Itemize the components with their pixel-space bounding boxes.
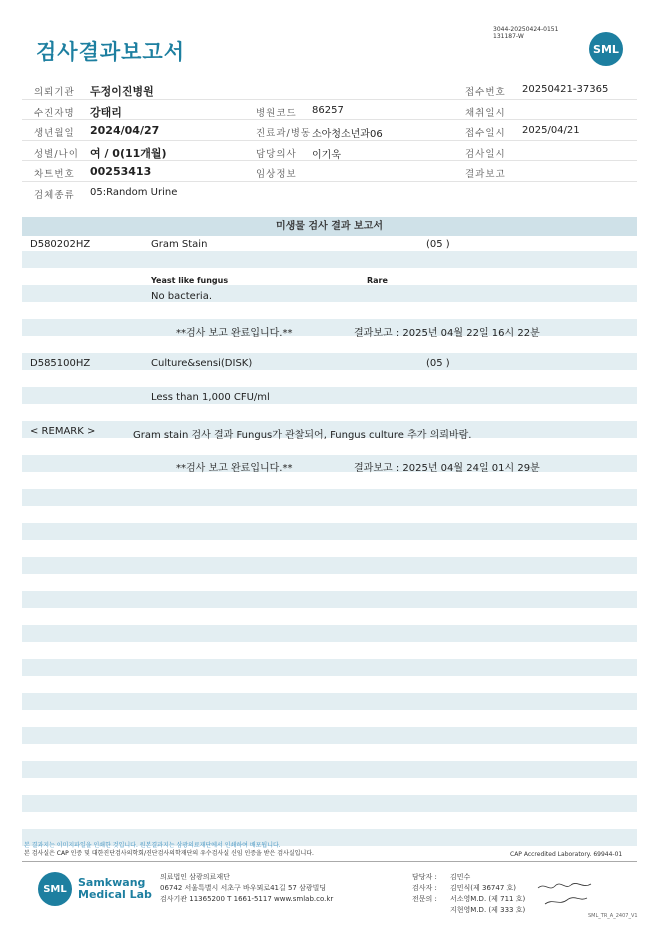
document-code-line-1: 3044-20250424-0151 bbox=[493, 26, 559, 33]
staff-info bbox=[412, 872, 525, 916]
staff-row bbox=[412, 905, 525, 916]
specimen-code: (05 ) bbox=[426, 239, 450, 250]
report-complete: **검사 보고 완료입니다.** bbox=[176, 328, 293, 339]
info-row bbox=[22, 182, 637, 203]
info-value: 20250421-37365 bbox=[522, 84, 609, 95]
info-label: 수진자명 bbox=[34, 107, 75, 119]
info-value: 여 / 0(11개월) bbox=[90, 146, 167, 160]
info-label: 병원코드 bbox=[256, 107, 297, 119]
gram-result: No bacteria. bbox=[151, 291, 213, 302]
brand-line-1: Samkwang bbox=[78, 876, 146, 889]
info-label: 검사일시 bbox=[465, 148, 506, 160]
footer-note-2: 본 검사실은 CAP 인증 및 대한진단검사의학회/진단검사의학재단의 우수검사실 신임 인증을 받은 검사실입니다. bbox=[24, 850, 314, 857]
document-code-line-2: 131187-W bbox=[493, 33, 524, 40]
brand-name bbox=[78, 877, 152, 901]
info-label: 접수일시 bbox=[465, 128, 506, 140]
page-title: 검사결과보고서 bbox=[36, 40, 186, 64]
info-label: 성별/나이 bbox=[34, 148, 79, 160]
document-code bbox=[493, 26, 558, 40]
staff-name: 서소영M.D. (제 711 호) bbox=[450, 895, 526, 903]
patient-info-table bbox=[22, 79, 637, 203]
info-row bbox=[22, 161, 637, 182]
info-row bbox=[22, 100, 637, 121]
staff-row bbox=[412, 883, 525, 894]
info-label: 채취일시 bbox=[465, 107, 506, 119]
organization-info bbox=[160, 872, 333, 905]
specimen-code: (05 ) bbox=[426, 358, 450, 369]
sml-logo-icon: SML bbox=[38, 872, 72, 906]
test-code: D580202HZ bbox=[30, 239, 91, 250]
staff-row bbox=[412, 894, 525, 905]
organism-label: Yeast like fungus bbox=[151, 276, 229, 285]
remark-text: Gram stain 검사 결과 Fungus가 관찰되어, Fungus culture 추가 의뢰바람. bbox=[133, 430, 472, 441]
info-value: 소아청소년과06 bbox=[312, 129, 383, 141]
footer-logo bbox=[38, 872, 152, 906]
info-row bbox=[22, 120, 637, 141]
info-value: 이기욱 bbox=[312, 149, 341, 161]
staff-name: 김민식(제 36747 호) bbox=[450, 884, 516, 892]
info-value: 00253413 bbox=[90, 165, 152, 179]
staff-row bbox=[412, 872, 525, 883]
info-label: 차트번호 bbox=[34, 169, 75, 181]
info-label: 생년월일 bbox=[34, 128, 75, 140]
info-value: 두정이진병원 bbox=[90, 85, 154, 98]
info-value: 86257 bbox=[312, 104, 344, 116]
footer-note-1: 본 결과지는 이미지파일을 인쇄한 것입니다. 원본결과지는 삼광의료재단에서 인쇄하여 배포됩니다. bbox=[24, 842, 281, 849]
info-value: 2024/04/27 bbox=[90, 124, 160, 138]
org-contact: 검사기관 11365200 T 1661-5117 www.smlab.co.kr bbox=[160, 895, 334, 903]
footer-divider bbox=[22, 861, 637, 862]
report-complete: **검사 보고 완료입니다.** bbox=[176, 463, 293, 474]
info-value: 강태리 bbox=[90, 105, 122, 119]
signature-icon bbox=[535, 880, 595, 908]
info-value: 05:Random Urine bbox=[90, 186, 178, 198]
staff-role: 검사자 : bbox=[412, 884, 437, 892]
org-address: 06742 서울특별시 서초구 바우뫼로41길 57 삼광빌딩 bbox=[160, 884, 327, 892]
result-header: 미생물 검사 결과 보고서 bbox=[22, 217, 637, 236]
cap-accreditation: CAP Accredited Laboratory. 69944-01 bbox=[510, 851, 623, 858]
staff-role: 전문의 : bbox=[412, 895, 437, 903]
remark-label: < REMARK > bbox=[30, 426, 96, 437]
brand-line-2: Medical Lab bbox=[78, 888, 152, 901]
sml-logo-icon: SML bbox=[589, 32, 623, 66]
info-label: 검체종류 bbox=[34, 189, 75, 201]
organism-amount: Rare bbox=[367, 276, 388, 285]
org-name: 의료법인 삼광의료재단 bbox=[160, 873, 230, 881]
info-label: 임상정보 bbox=[256, 169, 297, 181]
report-time: 결과보고 : 2025년 04월 24일 01시 29분 bbox=[354, 463, 540, 474]
info-label: 결과보고 bbox=[465, 169, 506, 181]
info-value: 2025/04/21 bbox=[522, 125, 580, 137]
test-code: D585100HZ bbox=[30, 358, 91, 369]
staff-name: 김민수 bbox=[450, 873, 471, 881]
footer-note bbox=[24, 842, 314, 858]
info-row bbox=[22, 79, 637, 100]
report-time: 결과보고 : 2025년 04월 22일 16시 22분 bbox=[354, 328, 540, 339]
test-name: Gram Stain bbox=[151, 239, 208, 250]
culture-result: Less than 1,000 CFU/ml bbox=[151, 392, 270, 403]
info-label: 진료과/병동 bbox=[256, 128, 312, 140]
info-label: 접수번호 bbox=[465, 87, 506, 98]
info-row bbox=[22, 141, 637, 162]
test-name: Culture&sensi(DISK) bbox=[151, 358, 253, 369]
form-id: SML_TR_A_2407_V1 bbox=[588, 913, 638, 919]
result-stripes bbox=[22, 217, 637, 847]
info-label: 의뢰기관 bbox=[34, 87, 75, 98]
staff-name: 지현영M.D. (제 333 호) bbox=[450, 906, 526, 914]
staff-role: 담당자 : bbox=[412, 873, 437, 881]
info-label: 담당의사 bbox=[256, 148, 297, 160]
